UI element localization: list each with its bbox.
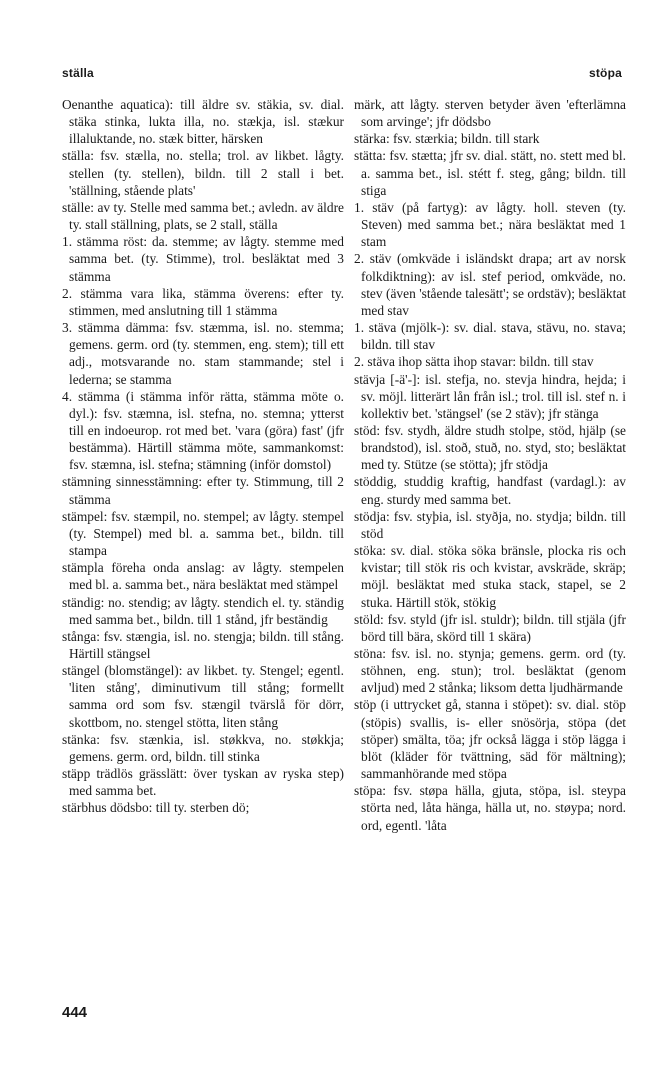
dictionary-entry: märk, att lågty. sterven betyder även 'efterlämna som arvinge'; jfr dödsbo xyxy=(354,97,626,130)
dictionary-entry: stämpel: fsv. stæmpil, no. stempel; av lågty. stempel (ty. Stempel) med bl. a. samma bet., bildn. till stampa xyxy=(62,508,344,559)
dictionary-entry: stäpp trädlös grässlätt: över tyskan av ryska step) med samma bet. xyxy=(62,766,344,799)
running-head-right: stöpa xyxy=(588,66,622,80)
dictionary-entry: 4. stämma (i stämma inför rätta, stämma möte o. dyl.): fsv. stæmna, isl. stefna, no. stemna; ytterst till en indoeurop. rot med bet. 'vara (göra) fast' (jfr bestämma). Härtill stämma möte, sammankomst: fsv. stæmna, isl. stefna; stämning (inför domstol) xyxy=(62,388,344,473)
dictionary-entry: 3. stämma dämma: fsv. stæmma, isl. no. stemma; gemens. germ. ord (ty. stemmen, eng. stem); till ett adj., motsvarande no. stam stammande; stel i lederna; se stamma xyxy=(62,320,344,387)
dictionary-entry: stöld: fsv. styld (jfr isl. stuldr); bildn. till stjäla (jfr börd till bära, skörd till 1 skära) xyxy=(354,611,626,644)
dictionary-entry: Oenanthe aquatica): till äldre sv. stäkia, sv. dial. stäka stinka, lukta illa, no. stækja, isl. stækur illaluktande, no. stæk bitter, härsken xyxy=(62,97,344,147)
left-column xyxy=(62,96,344,817)
dictionary-entry: stödja: fsv. styþia, isl. styðja, no. stydja; bildn. till stöd xyxy=(354,508,626,541)
dictionary-entry: 1. stämma röst: da. stemme; av lågty. stemme med samma bet. (ty. Stimme), trol. besläktat med 3 stämma xyxy=(62,234,344,284)
dictionary-entry: stöd: fsv. stydh, äldre studh stolpe, stöd, hjälp (se brandstod), isl. stoð, stuð, no. styd, sto; besläktat med ty. Stütze (se stötta); jfr stödja xyxy=(354,422,626,473)
dictionary-entry: stävja [-ä'-]: isl. stefja, no. stevja hindra, hejda; i sv. möjl. litterärt lån från isl.; trol. till isl. stef n. i kollektiv bet. 'stängsel' (se 2 stäv); jfr stänga xyxy=(354,371,626,421)
dictionary-entry: stöpa: fsv. støpa hälla, gjuta, stöpa, isl. steypa störta ned, låta hänga, hälla ut, no. støypa; nord. ord, egentl. 'låta xyxy=(354,783,626,833)
dictionary-entry: ställe: av ty. Stelle med samma bet.; avledn. av äldre ty. stall ställning, plats, se 2 stall, ställa xyxy=(62,199,344,233)
page-number: 444 xyxy=(62,1004,88,1021)
dictionary-entry: ställa: fsv. stælla, no. stella; trol. av likbet. lågty. stellen (ty. stellen), bildn. till 2 stall i bet. 'ställning, stående plats' xyxy=(62,148,344,198)
dictionary-entry: stänka: fsv. stænkia, isl. støkkva, no. støkkja; gemens. germ. ord, bildn. till stinka xyxy=(62,731,344,764)
dictionary-entry: stöp (i uttrycket gå, stanna i stöpet): sv. dial. stöp (stöpis) svallis, is- eller snösörja, stöpa (det stöper) smälta, töa; jfr också lägga i stöp lägga i blöt (kläder för tvättning, säd för mältning); sammanhörande med stöpa xyxy=(354,697,626,782)
dictionary-entry: stätta: fsv. stætta; jfr sv. dial. stätt, no. stett med bl. a. samma bet., isl. stétt f. steg, gång; bildn. till stiga xyxy=(354,148,626,198)
dictionary-entry: 1. stäva (mjölk-): sv. dial. stava, stävu, no. stava; bildn. till stav xyxy=(354,320,626,353)
dictionary-entry: 2. stämma vara lika, stämma överens: efter ty. stimmen, med anslutning till 1 stämma xyxy=(62,285,344,318)
dictionary-entry: 1. stäv (på fartyg): av lågty. holl. steven (ty. Steven) med samma bet.; nära besläktat med 1 stam xyxy=(354,199,626,250)
dictionary-entry: stämning sinnesstämning: efter ty. Stimmung, till 2 stämma xyxy=(62,474,344,507)
dictionary-entry: stöka: sv. dial. stöka söka bränsle, plocka ris och kvistar; till stök ris och kvistar, avskräde, skräp; möjl. besläktat med stuka stack, stapel, se 2 stuka. Härtill stök, stökig xyxy=(354,543,626,610)
dictionary-entry: stängel (blomstängel): av likbet. ty. Stengel; egentl. 'liten stång', diminutivum till stång; formellt samma ord som fsv. stængil tvärslå för dörr, skottbom, no. stengel stötta, liten stång xyxy=(62,663,344,730)
dictionary-entry: stöddig, studdig kraftig, handfast (vardagl.): av eng. sturdy med samma bet. xyxy=(354,474,626,507)
dictionary-entry: ständig: no. stendig; av lågty. stendich el. ty. ständig med samma bet., bildn. till 1 stånd, jfr beständig xyxy=(62,594,344,627)
dictionary-entry: stöna: fsv. isl. no. stynja; gemens. germ. ord (ty. stöhnen, eng. stun); trol. besläktat (genom avljud) med 2 stånka; liksom detta ljudhärmande xyxy=(354,646,626,696)
dictionary-entry: stämpla föreha onda anslag: av lågty. stempelen med bl. a. samma bet., nära besläktat med stämpel xyxy=(62,560,344,593)
dictionary-entry: stånga: fsv. stængia, isl. no. stengja; bildn. till stång. Härtill stängsel xyxy=(62,628,344,661)
right-column xyxy=(354,96,626,834)
dictionary-entry: 2. stäv (omkväde i isländskt drapa; art av norsk folkdiktning): av isl. stef period, omkväde, no. stev (även 'stående talesätt'; se ordstäv); besläktat med stav xyxy=(354,251,626,318)
running-head-left: ställa xyxy=(62,66,94,80)
dictionary-entry: stärbhus dödsbo: till ty. sterben dö; xyxy=(62,800,250,816)
dictionary-entry: stärka: fsv. stærkia; bildn. till stark xyxy=(354,131,540,147)
dictionary-entry: 2. stäva ihop sätta ihop stavar: bildn. till stav xyxy=(354,354,594,370)
